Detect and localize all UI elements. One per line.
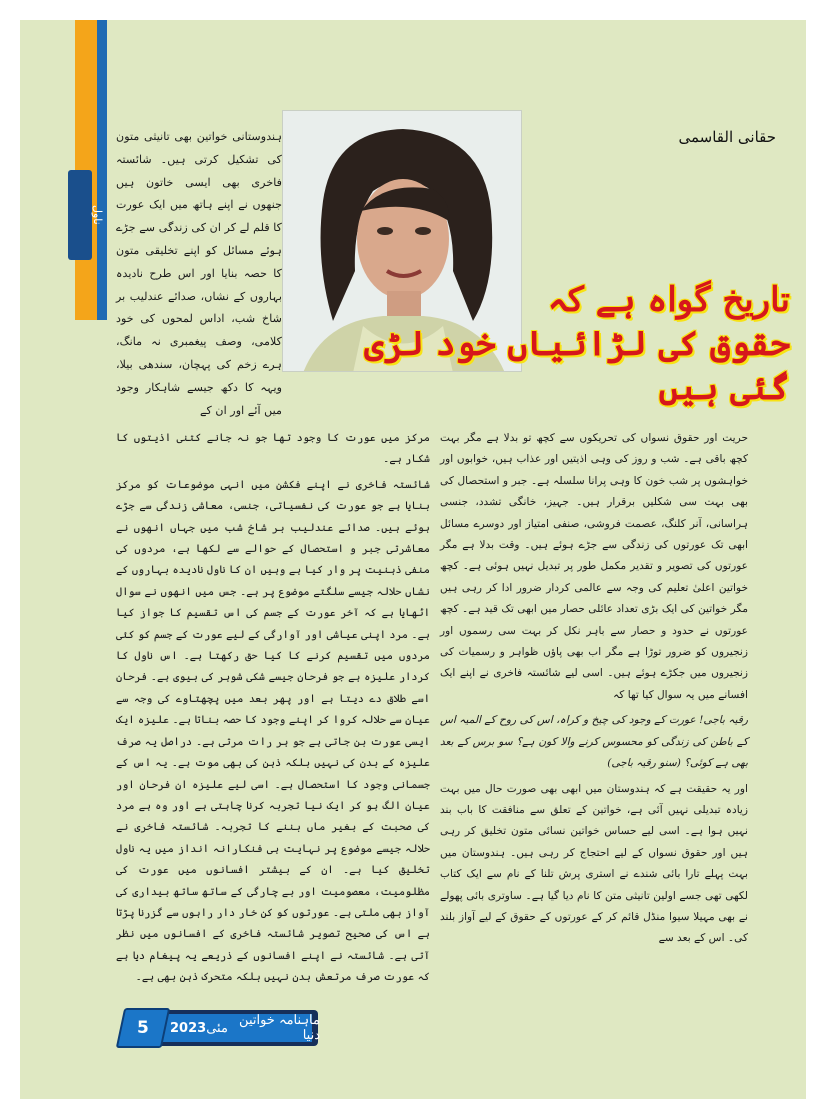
paragraph: شائستہ فاخری نے اپنے فکشن میں انہی موضوعات کو مرکز بنایا ہے جو عورت کی نفسیاتی، جنسی، معاشی زندگی سے جڑے ہوئے ہیں۔ صدائے عندلیب بر شاخ شب میں جہاں انھوں نے معاشرتی جبر و استحصال کے حوالے سے لکھا ہے، مردوں کی منفی ذہنیت پر وار کیا ہے وہیں ان کا ناول نادیدہ بہاروں کے نشاں حلالہ جیسے سلگتے موضوع پر ہے۔ جس میں انھوں نے سوال اٹھایا ہے کہ آخر عورت کے جسم کی اس تقسیم کا جواز کیا ہے۔ مرد اپنی عیاشی اور آوارگی کے لیے عورت کے جسم کو کئی مردوں میں تقسیم کرنے کا کیا حق رکھتا ہے۔ اس ناول کا کردار علیزہ ہے جو فرحان جیسے شکی شوہر کی بیوی ہے۔ فرحان اسے طلاق دے دیتا ہے اور پھر بعد میں پچھتاوے کی وجہ سے عیان سے حلالہ کروا کر اپنے وجود کا حصہ بناتا ہے۔ علیزہ ایک ایسی عورت بن جاتی ہے جو ہر رات مرتی ہے۔ دراصل یہ صرف علیزہ کے بدن کی نہیں بلکہ ذہن کی بھی موت ہے۔ یہ اس کے جسمانی وجود کا استحصال ہے۔ اسی لیے علیزہ ان فرحان اور عیان الگ ہو کر ایک نیا تجربہ کرنا چاہتی ہے اور وہ ہے مرد کی صحبت کے بغیر ماں بننے کا تجربہ۔ شائستہ فاخری نے حلالہ جیسے موضوع پر نہایت ہی فنکارانہ انداز میں یہ ناول تخلیق کیا ہے۔ ان کے بیشتر افسانوں میں عورت کی مظلومیت، معصومیت اور بے چارگی کے ساتھ ساتھ بیداری کی آواز بھی ملتی ہے۔ عورتوں کو کن خار دار راہوں سے گزرنا پڑتا ہے اس کی صحیح تصویر شائستہ فاخری کے افسانوں میں نظر آتی ہے۔ شائستہ نے اپنے افسانوں کے ذریعے یہ پیغام دیا ہے کہ عورت صرف مرتعش بدن نہیں بلکہ متحرک ذہن بھی ہے۔ [116, 478, 430, 984]
paragraph: حریت اور حقوق نسواں کی تحریکوں سے کچھ تو بدلا ہے مگر بہت کچھ باقی ہے۔ شب و روز کی وہی اذیتیں اور عذاب ہیں، خوابوں اور خواہشوں پر شب خون کا وہی پرانا سلسلہ ہے۔ جبر و استحصال کی بھی بہت سی شکلیں برقرار ہیں۔ جہیز، خانگی تشدد، جنسی ہراسانی، آنر کلنگ، عصمت فروشی، صنفی امتیاز اور دوسرے مسائل ابھی تک عورتوں کی زندگی سے جڑے ہوئے ہیں۔ وقت بدلا ہے مگر عورتوں کی تصویر و تقدیر مکمل طور پر تبدیل نہیں ہوئی ہے۔ کچھ خواتین اعلیٰ تعلیم کی وجہ سے عالمی کردار ضرور ادا کر رہی ہیں مگر خواتین کی ایک بڑی تعداد عائلی حصار میں ابھی تک قید ہے۔ کچھ عورتوں نے حدود و حصار سے باہر نکل کر بہت سی رسموں اور زنجیروں کو ضرور توڑا ہے مگر اب بھی پاؤں ظواہر و رسمیات کی زنجیروں میں جکڑے ہوئے ہیں۔ اسی لیے شائستہ فاخری نے اپنے ایک افسانے میں یہ سوال کیا تھا کہ [440, 432, 748, 701]
author-name: حقانی القاسمی [678, 128, 776, 146]
block-quote: رقیہ باجی! عورت کے وجود کی چیخ و کراہ، اس کی روح کے المیہ اس کے باطن کی زندگی کو محسوس کرنے والا کون ہے؟ سو برس کے بعد بھی ہے کوئی؟ (سنو رقیہ باجی) [440, 714, 748, 770]
paragraph: مرکز میں عورت کا وجود تھا جو نہ جانے کتنی اذیتوں کا شکار ہے۔ [116, 432, 430, 466]
section-tag: ناول [91, 205, 104, 225]
headline-line-2: حقوق کی لڑائیاں خود لڑی گئی ہیں [364, 324, 790, 408]
page-number: 5 [137, 1018, 149, 1038]
headline-line-1: تاریخ گواہ ہے کہ [547, 280, 790, 320]
paragraph: اور یہ حقیقت ہے کہ ہندوستان میں ابھی بھی صورت حال میں بہت زیادہ تبدیلی نہیں آئی ہے، خواتین کے تعلق سے منافقت کا باب بند نہیں ہوا ہے۔ اسی لیے حساس خواتین نسائی متون تخلیق کر رہی ہیں اور حقوق نسواں کے لیے احتجاج کر رہی ہیں۔ ہندوستان میں بہت پہلے تارا بائی شندے نے استری پرش تلنا کے نام سے ایک کتاب لکھی تھی جسے اولین تانیثی متن کا نام دیا گیا ہے۔ ساوتری بائی پھولے نے بھی مہیلا سیوا منڈل قائم کر کے عورتوں کے حقوق کے لیے آواز بلند کی۔ اس کے بعد سے [440, 782, 748, 945]
page-number-badge [116, 1008, 171, 1048]
footer-year: 2023 [170, 1020, 207, 1036]
column-right [440, 428, 748, 954]
column-left [116, 428, 430, 993]
footer-magazine-name: ماہنامہ خواتین دنیا [239, 1013, 320, 1043]
headline [320, 278, 790, 410]
column-top-left: ہندوستانی خواتین بھی تانیثی متون کی تشکیل کرتی ہیں۔ شائستہ فاخری بھی ایسی خاتون ہیں جنھوں نے اپنے ہاتھ میں ایک عورت کا قلم لے کر ان کی زندگی سے جڑے ہوئے مسائل کو اپنے تخلیقی متون کا حصہ بنایا اور اس طرح نادیدہ بہاروں کے نشاں، صدائے عندلیب بر شاخ شب، اداس لمحوں کی خود کلامی، وصف پیغمبری نہ مانگ، ہرے زخم کی پہچان، سندھی بیلا، ویہہ کا دکھ جیسے شاہکار وجود میں آئے اور ان کے [116, 130, 282, 417]
side-ribbon-blue [97, 20, 107, 320]
footer-text [170, 1013, 320, 1043]
footer-month: مئی [206, 1020, 228, 1036]
magazine-page [20, 20, 806, 1099]
